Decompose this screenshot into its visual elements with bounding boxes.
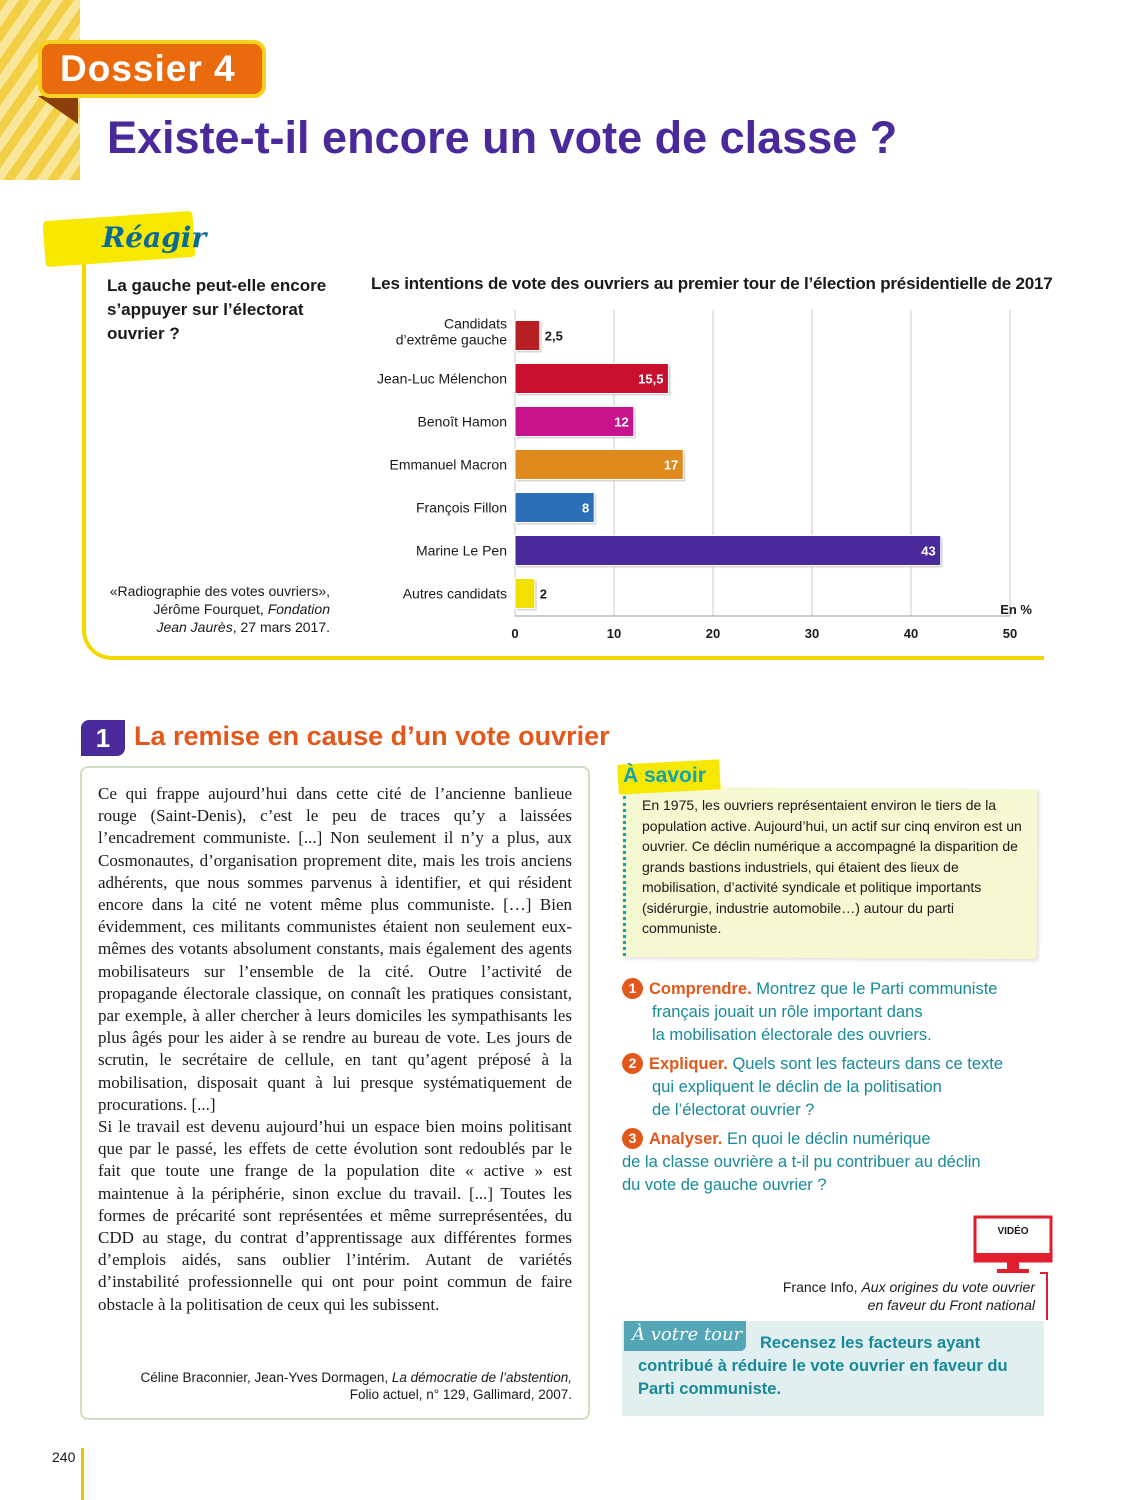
value-label-1: 15,5 bbox=[638, 371, 664, 387]
document-source-authors: Céline Braconnier, Jean-Yves Dormagen, bbox=[140, 1370, 392, 1385]
question-text-1c: la mobilisation électorale des ouvriers. bbox=[652, 1026, 932, 1044]
chart-source bbox=[100, 582, 330, 636]
video-bracket bbox=[1040, 1272, 1048, 1320]
value-label-2: 12 bbox=[614, 414, 629, 430]
value-label-6: 2 bbox=[539, 586, 548, 602]
question-2 bbox=[622, 1053, 1032, 1122]
bar-6 bbox=[515, 579, 535, 609]
value-label-3: 17 bbox=[663, 457, 679, 473]
question-text-3c: du vote de gauche ouvrier ? bbox=[622, 1176, 827, 1194]
chart-source-org: Fondation bbox=[267, 601, 330, 617]
video-caption[interactable] bbox=[760, 1278, 1035, 1314]
question-3 bbox=[622, 1128, 1032, 1197]
question-text-2a: Quels sont les facteurs dans ce texte bbox=[727, 1055, 1004, 1073]
x-tick-label-50: 50 bbox=[1002, 626, 1018, 640]
video-source: France Info, bbox=[782, 1279, 862, 1295]
question-text-3a: En quoi le déclin numérique bbox=[722, 1130, 931, 1148]
question-text-1a: Montrez que le Parti communiste bbox=[751, 980, 998, 998]
votre-tour-text: Recensez les facteurs ayant contribué à réduire le vote ouvrier en faveur du Parti communiste. bbox=[638, 1334, 1008, 1398]
bar-5 bbox=[515, 536, 941, 566]
category-label-3-0: Emmanuel Macron bbox=[389, 456, 507, 473]
chart-source-date: , 27 mars 2017. bbox=[232, 619, 330, 635]
page-bar bbox=[81, 1448, 84, 1500]
x-tick-label-40: 40 bbox=[903, 626, 919, 640]
category-label-2-0: Benoît Hamon bbox=[417, 413, 507, 430]
x-axis-label: En % bbox=[1000, 602, 1032, 617]
category-label-5-0: Marine Le Pen bbox=[415, 542, 507, 559]
question-number-3: 3 bbox=[622, 1128, 643, 1149]
document-source bbox=[98, 1369, 572, 1403]
x-tick-label-20: 20 bbox=[705, 626, 721, 640]
reagir-question: La gauche peut-elle encore s’appuyer sur l’électorat ouvrier ? bbox=[107, 276, 327, 343]
document-text bbox=[98, 783, 572, 1316]
vote-intentions-chart bbox=[370, 305, 1040, 640]
category-label-0-0: Candidats bbox=[443, 315, 507, 332]
value-label-4: 8 bbox=[581, 500, 590, 516]
x-tick-label-10: 10 bbox=[606, 626, 622, 640]
x-tick-label-0: 0 bbox=[511, 626, 519, 640]
page-number: 240 bbox=[52, 1449, 76, 1465]
category-label-1-0: Jean-Luc Mélenchon bbox=[377, 370, 507, 387]
savoir-title: À savoir bbox=[623, 764, 706, 787]
category-label-4-0: François Fillon bbox=[415, 499, 507, 516]
question-text-2b: qui expliquent le déclin de la politisation bbox=[652, 1078, 942, 1096]
bar-0 bbox=[515, 321, 540, 351]
video-monitor-icon[interactable] bbox=[973, 1215, 1053, 1277]
savoir-dotted-line bbox=[623, 796, 626, 956]
votre-tour-label: À votre tour bbox=[632, 1324, 743, 1345]
video-title-1: Aux origines du vote ouvrier bbox=[861, 1279, 1035, 1295]
category-label-0-1: d’extrême gauche bbox=[395, 331, 507, 348]
page-title: Existe-t-il encore un vote de classe ? bbox=[107, 112, 898, 163]
chart-source-author: Jérôme Fourquet, bbox=[153, 601, 268, 617]
question-text-2c: de l’électorat ouvrier ? bbox=[652, 1101, 815, 1119]
chart-source-line1: «Radiographie des votes ouvriers», bbox=[109, 583, 330, 599]
chart-source-org2: Jean Jaurès bbox=[156, 619, 233, 635]
video-title-2: en faveur du Front national bbox=[867, 1297, 1035, 1313]
document-source-book: La démocratie de l’abstention, bbox=[391, 1370, 572, 1385]
dossier-tag-fold bbox=[38, 96, 78, 124]
savoir-text: En 1975, les ouvriers représentaient environ le tiers de la population active. Aujourd’hui, un actif sur cinq environ est un ouvrier. Ce déclin numérique a accompagné la disparition de grands bastions industriels, qui étaient des lieux de mobilisation, d’activité syndicale et politique importants (sidérurgie, industrie automobile…) autour du parti communiste. bbox=[642, 797, 1022, 936]
document-paragraph-2: Si le travail est devenu aujourd’hui un espace bien moins politisant que par le passé, les effets de cette évolution sont redoublés par le fait que toute une frange de la population dite « active » est maintenue à la périphérie, sinon exclue du travail. [...] Toutes les formes de précarité sont représentées et même surreprésentées, du CDD au stage, du contrat d’apprentissage aux différentes formes d’emplois aidés, sans oublier l’intérim. Autant de variétés d’instabilité professionnelle qui ont pour point commun de faire obstacle à la politisation de ceux qui les subissent. bbox=[98, 1117, 572, 1314]
category-label-6-0: Autres candidats bbox=[402, 585, 507, 602]
dossier-tag: Dossier 4 bbox=[38, 40, 266, 98]
chart-title: Les intentions de vote des ouvriers au premier tour de l’élection présidentielle de 2017 bbox=[371, 274, 1053, 293]
question-1 bbox=[622, 978, 1032, 1047]
section-title: La remise en cause d’un vote ouvrier bbox=[134, 721, 610, 751]
question-number-2: 2 bbox=[622, 1053, 643, 1074]
question-text-3b: de la classe ouvrière a t-il pu contribuer au déclin bbox=[622, 1153, 981, 1171]
question-number-1: 1 bbox=[622, 978, 643, 999]
question-key-1: Comprendre. bbox=[649, 980, 752, 998]
question-text-1b: français jouait un rôle important dans bbox=[652, 1003, 923, 1021]
value-label-5: 43 bbox=[921, 543, 936, 559]
bar-3 bbox=[515, 450, 683, 480]
document-paragraph-1: Ce qui frappe aujourd’hui dans cette cité de l’ancienne banlieue rouge (Saint-Denis), c’est le peu de traces qu’y a laissées l’encadrement communiste. [...] Non seulement il n’y a plus, aux Cosmonautes, d’organisation proprement dite, mais les trois anciens adhérents, que nous sommes parvenus à identifier, et qui résident encore dans la cité ne votent même plus communiste. […] Bien évidemment, ces militants communistes étaient non seulement eux-mêmes des votants absolument constants, mais également des agents mobilisateurs sur l’ensemble de la cité. Outre l’activité de propagande électorale classique, on connaît les pratiques consistant, par exemple, à aller chercher à leurs domiciles les sympathisants les plus âgés pour les aider à se rendre au bureau de vote. Les jours de scrutin, le secrétaire de cellule, en tant qu’agent préposé à la mobilisation, disposait quant à lui presque systématiquement de procurations. [...] bbox=[98, 784, 572, 1114]
document-source-edition: Folio actuel, n° 129, Gallimard, 2007. bbox=[349, 1387, 572, 1402]
section-number: 1 bbox=[81, 720, 125, 756]
value-label-0: 2,5 bbox=[544, 328, 563, 344]
question-key-2: Expliquer. bbox=[649, 1055, 728, 1073]
question-key-3: Analyser. bbox=[649, 1130, 723, 1148]
reagir-label: Réagir bbox=[102, 221, 207, 254]
x-tick-label-30: 30 bbox=[804, 626, 820, 640]
video-label: VIDÉO bbox=[997, 1226, 1029, 1237]
